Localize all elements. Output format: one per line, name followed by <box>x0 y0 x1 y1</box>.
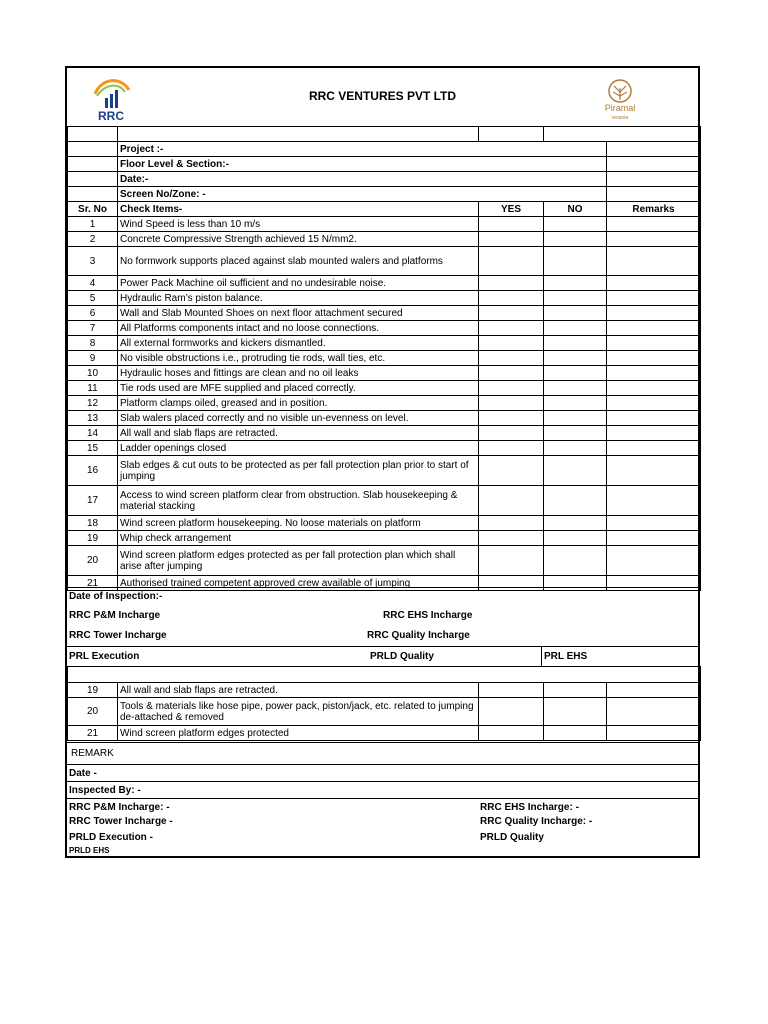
footer-quality: RRC Quality Incharge: - <box>480 816 593 827</box>
remarks-cell[interactable] <box>607 531 701 546</box>
row-number: 3 <box>68 247 118 276</box>
remarks-cell[interactable] <box>607 351 701 366</box>
row-number: 18 <box>68 516 118 531</box>
check-item: No formwork supports placed against slab mounted walers and platforms <box>118 247 479 276</box>
remarks-cell[interactable] <box>607 306 701 321</box>
row-number: 16 <box>68 456 118 486</box>
table-row <box>68 546 701 576</box>
check-item: Wind Speed is less than 10 m/s <box>118 217 479 232</box>
no-cell[interactable] <box>544 516 607 531</box>
footer-ehs: RRC EHS Incharge: - <box>480 802 579 813</box>
srno-header: Sr. No <box>68 202 118 217</box>
yes-cell[interactable] <box>479 381 544 396</box>
no-cell[interactable] <box>544 306 607 321</box>
remarks-cell[interactable] <box>607 726 701 741</box>
remarks-cell[interactable] <box>607 516 701 531</box>
row-number: 19 <box>68 531 118 546</box>
piramal-logo-text: Piramal <box>604 103 636 113</box>
remarks-cell[interactable] <box>607 426 701 441</box>
blank-row <box>68 127 701 142</box>
row-number: 10 <box>68 366 118 381</box>
yes-cell[interactable] <box>479 426 544 441</box>
remarks-cell[interactable] <box>607 486 701 516</box>
no-cell[interactable] <box>544 321 607 336</box>
row-number: 20 <box>68 698 118 726</box>
no-cell[interactable] <box>544 411 607 426</box>
no-cell[interactable] <box>544 683 607 698</box>
remarks-cell[interactable] <box>607 217 701 232</box>
table-row <box>68 276 701 291</box>
table-row <box>68 381 701 396</box>
check-item: Platform clamps oiled, greased and in position. <box>118 396 479 411</box>
check-item: All wall and slab flaps are retracted. <box>118 683 479 698</box>
remarks-cell[interactable] <box>607 291 701 306</box>
table-row <box>68 396 701 411</box>
check-item: Wind screen platform edges protected <box>118 726 479 741</box>
row-number: 21 <box>68 726 118 741</box>
remarks-cell[interactable] <box>607 546 701 576</box>
yes-cell[interactable] <box>479 232 544 247</box>
no-cell[interactable] <box>544 247 607 276</box>
project-label: Project :- <box>118 142 607 157</box>
remarks-cell[interactable] <box>607 276 701 291</box>
check-item: Hydraulic Ram’s piston balance. <box>118 291 479 306</box>
no-cell[interactable] <box>544 336 607 351</box>
table-row <box>68 441 701 456</box>
yes-cell[interactable] <box>479 683 544 698</box>
check-item: Hydraulic hoses and fittings are clean and no oil leaks <box>118 366 479 381</box>
yes-cell[interactable] <box>479 531 544 546</box>
no-cell[interactable] <box>544 546 607 576</box>
row-number: 9 <box>68 351 118 366</box>
no-cell[interactable] <box>544 232 607 247</box>
row-number: 4 <box>68 276 118 291</box>
remarks-cell[interactable] <box>607 441 701 456</box>
check-item: Tie rods used are MFE supplied and placed correctly. <box>118 381 479 396</box>
check-item: Wall and Slab Mounted Shoes on next floor attachment secured <box>118 306 479 321</box>
items-header: Check Items- <box>118 202 479 217</box>
row-number: 6 <box>68 306 118 321</box>
check-item: Access to wind screen platform clear from obstruction. Slab housekeeping & material stacking <box>118 486 479 516</box>
row-number: 20 <box>68 546 118 576</box>
row-number: 8 <box>68 336 118 351</box>
table-row <box>68 366 701 381</box>
yes-cell[interactable] <box>479 306 544 321</box>
remarks-cell[interactable] <box>607 396 701 411</box>
no-cell[interactable] <box>544 276 607 291</box>
check-item: Tools & materials like hose pipe, power pack, piston/jack, etc. related to jumping de-attached & removed <box>118 698 479 726</box>
yes-cell[interactable] <box>479 321 544 336</box>
no-cell[interactable] <box>544 698 607 726</box>
rrc-logo-text: RRC <box>98 109 124 122</box>
no-cell[interactable] <box>544 441 607 456</box>
row-number: 2 <box>68 232 118 247</box>
remarks-header: Remarks <box>607 202 701 217</box>
table-row <box>68 321 701 336</box>
remarks-cell[interactable] <box>607 366 701 381</box>
yes-cell[interactable] <box>479 486 544 516</box>
yes-cell[interactable] <box>479 291 544 306</box>
row-number: 19 <box>68 683 118 698</box>
check-item: Wind screen platform housekeeping. No loose materials on platform <box>118 516 479 531</box>
remarks-cell[interactable] <box>607 698 701 726</box>
footer-pm: RRC P&M Incharge: - <box>69 802 170 813</box>
footer-tower: RRC Tower Incharge - <box>69 816 173 827</box>
row-number: 15 <box>68 441 118 456</box>
check-item: Authorised trained competent approved crew available of jumping <box>118 576 479 591</box>
rrc-quality-incharge: RRC Quality Incharge <box>367 630 470 641</box>
no-cell[interactable] <box>544 726 607 741</box>
footer-prld-quality: PRLD Quality <box>480 832 544 843</box>
no-cell[interactable] <box>544 531 607 546</box>
check-item: Power Pack Machine oil sufficient and no undesirable noise. <box>118 276 479 291</box>
yes-cell[interactable] <box>479 698 544 726</box>
piramal-logo <box>595 78 645 122</box>
table-row <box>68 456 701 486</box>
row-number: 21 <box>68 576 118 591</box>
yes-cell[interactable] <box>479 336 544 351</box>
screen-label: Screen No/Zone: - <box>118 187 607 202</box>
row-number: 11 <box>68 381 118 396</box>
piramal-logo-sub: revanta <box>611 115 629 121</box>
yes-cell[interactable] <box>479 276 544 291</box>
remarks-cell[interactable] <box>607 683 701 698</box>
remarks-cell[interactable] <box>607 336 701 351</box>
inspected-by: Inspected By: - <box>69 785 141 796</box>
row-number: 12 <box>68 396 118 411</box>
yes-cell[interactable] <box>479 351 544 366</box>
table-row <box>68 306 701 321</box>
yes-header: YES <box>479 202 544 217</box>
rrc-pm-incharge: RRC P&M Incharge <box>69 610 161 621</box>
table-row <box>68 516 701 531</box>
remarks-cell[interactable] <box>607 232 701 247</box>
checklist-table <box>67 126 701 591</box>
floor-row <box>68 157 701 172</box>
table-row <box>68 426 701 441</box>
check-item: Slab walers placed correctly and no visible un-evenness on level. <box>118 411 479 426</box>
no-cell[interactable] <box>544 351 607 366</box>
table-row <box>68 411 701 426</box>
remarks-cell[interactable] <box>607 381 701 396</box>
no-cell[interactable] <box>544 456 607 486</box>
yes-cell[interactable] <box>479 411 544 426</box>
no-cell[interactable] <box>544 381 607 396</box>
no-cell[interactable] <box>544 366 607 381</box>
table-row <box>68 217 701 232</box>
date-row <box>68 172 701 187</box>
checklist-table-2 <box>67 666 701 741</box>
check-item: All wall and slab flaps are retracted. <box>118 426 479 441</box>
date-label: Date:- <box>118 172 607 187</box>
checklist-sheet <box>65 66 700 858</box>
prl-ehs: PRL EHS <box>544 651 588 662</box>
table-row <box>68 531 701 546</box>
row-number: 1 <box>68 217 118 232</box>
table-row <box>68 232 701 247</box>
yes-cell[interactable] <box>479 396 544 411</box>
floor-label: Floor Level & Section:- <box>118 157 607 172</box>
yes-cell[interactable] <box>479 726 544 741</box>
check-item: Whip check arrangement <box>118 531 479 546</box>
table-row <box>68 698 701 726</box>
row-number: 14 <box>68 426 118 441</box>
table-row <box>68 486 701 516</box>
yes-cell[interactable] <box>479 441 544 456</box>
check-item: All external formworks and kickers dismantled. <box>118 336 479 351</box>
table-row <box>68 336 701 351</box>
table-row <box>68 247 701 276</box>
check-item: Slab edges & cut outs to be protected as per fall protection plan prior to start of jumping <box>118 456 479 486</box>
row-number: 17 <box>68 486 118 516</box>
no-header: NO <box>544 202 607 217</box>
spacer-row <box>68 667 701 683</box>
check-item: Wind screen platform edges protected as per fall protection plan which shall arise after jumping <box>118 546 479 576</box>
yes-cell[interactable] <box>479 247 544 276</box>
yes-cell[interactable] <box>479 217 544 232</box>
row-number: 7 <box>68 321 118 336</box>
remarks-cell[interactable] <box>607 456 701 486</box>
yes-cell[interactable] <box>479 456 544 486</box>
date-of-inspection: Date of Inspection:- <box>69 591 163 602</box>
check-item: Ladder openings closed <box>118 441 479 456</box>
rrc-ehs-incharge: RRC EHS Incharge <box>383 610 473 621</box>
yes-cell[interactable] <box>479 516 544 531</box>
table-row <box>68 351 701 366</box>
remarks-cell[interactable] <box>607 411 701 426</box>
table-row <box>68 726 701 741</box>
yes-cell[interactable] <box>479 546 544 576</box>
footer-prld-exec: PRLD Execution - <box>69 832 153 843</box>
header-row <box>68 202 701 217</box>
remarks-cell[interactable] <box>607 321 701 336</box>
footer-date: Date - <box>69 768 97 779</box>
yes-cell[interactable] <box>479 366 544 381</box>
table-row <box>68 683 701 698</box>
no-cell[interactable] <box>544 291 607 306</box>
prld-quality: PRLD Quality <box>370 651 434 662</box>
row-number: 13 <box>68 411 118 426</box>
header <box>67 68 698 127</box>
remarks-cell[interactable] <box>607 247 701 276</box>
footer-prld-ehs: PRLD EHS <box>69 846 110 855</box>
remark-label: REMARK <box>71 748 114 759</box>
prl-execution: PRL Execution <box>69 651 140 662</box>
check-item: No visible obstructions i.e., protruding tie rods, wall ties, etc. <box>118 351 479 366</box>
company-title: RRC VENTURES PVT LTD <box>308 89 457 103</box>
no-cell[interactable] <box>544 426 607 441</box>
no-cell[interactable] <box>544 396 607 411</box>
no-cell[interactable] <box>544 486 607 516</box>
project-row <box>68 142 701 157</box>
table-row <box>68 291 701 306</box>
no-cell[interactable] <box>544 217 607 232</box>
screen-row <box>68 187 701 202</box>
check-item: All Platforms components intact and no loose connections. <box>118 321 479 336</box>
rrc-tower-incharge: RRC Tower Incharge <box>69 630 167 641</box>
row-number: 5 <box>68 291 118 306</box>
check-item: Concrete Compressive Strength achieved 15 N/mm2. <box>118 232 479 247</box>
